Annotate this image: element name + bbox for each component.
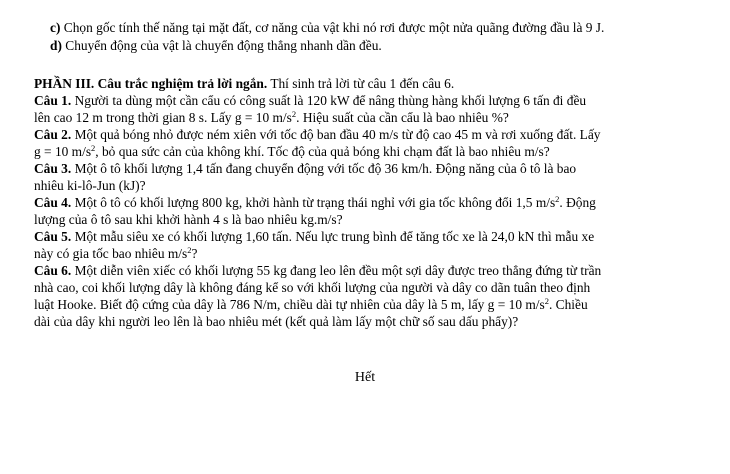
question-5-text-2a: này có gia tốc bao nhiêu m/s — [34, 246, 188, 261]
option-d — [50, 38, 382, 54]
question-3-text: Một ô tô khối lượng 1,4 tấn đang chuyển động với tốc độ 36 km/h. Động năng của ô tô là bao — [74, 161, 577, 176]
question-2-line-2 — [34, 144, 550, 160]
question-1-text-2a: lên cao 12 m trong thời gian 8 s. Lấy g = 10 m/s — [34, 110, 292, 125]
question-2-text-2b: , bỏ qua sức cản của không khí. Tốc độ của quả bóng khi chạm đất là bao nhiêu m/s? — [95, 144, 550, 159]
question-5-line-1 — [34, 229, 594, 245]
question-2-line-1 — [34, 127, 601, 143]
question-4-text-2: lượng của ô tô sau khi khởi hành 4 s là bao nhiêu kg.m/s? — [34, 212, 343, 227]
question-6-line-3 — [34, 297, 588, 313]
question-6-line-2 — [34, 280, 590, 296]
question-2-superscript: 2 — [91, 143, 96, 153]
end-marker: Hết — [354, 370, 376, 385]
question-3-line-1 — [34, 161, 576, 177]
section-heading — [34, 76, 454, 92]
question-3-text-2: nhiêu ki-lô-Jun (kJ)? — [34, 178, 146, 193]
section-instruction: Thí sinh trả lời từ câu 1 đến câu 6. — [270, 76, 455, 91]
question-6-line-1 — [34, 263, 601, 279]
question-2-text: Một quả bóng nhỏ được ném xiên với tốc độ ban đầu 40 m/s từ độ cao 45 m và rơi xuống đất. Lấy — [74, 127, 601, 142]
question-4-text-1b: . Động — [559, 195, 596, 210]
question-2-text-2a: g = 10 m/s — [34, 144, 92, 159]
question-4-label: Câu 4. — [34, 195, 72, 210]
question-5-label: Câu 5. — [34, 229, 72, 244]
question-6-line-4 — [34, 314, 518, 330]
question-3-label: Câu 3. — [34, 161, 72, 176]
question-1-line-1 — [34, 93, 586, 109]
question-6-label: Câu 6. — [34, 263, 72, 278]
option-d-text: Chuyển động của vật là chuyển động thẳng nhanh dần đều. — [65, 38, 382, 53]
question-1-text: Người ta dùng một cần cẩu có công suất là 120 kW để nâng thùng hàng khối lượng 6 tấn đi đều — [74, 93, 587, 108]
question-1-label: Câu 1. — [34, 93, 72, 108]
option-c-label: c) — [50, 20, 61, 35]
question-4-text-1a: Một ô tô có khối lượng 800 kg, khởi hành từ trạng thái nghỉ với gia tốc không đổi 1,5 m/s — [74, 195, 556, 210]
option-c-text: Chọn gốc tính thế năng tại mặt đất, cơ năng của vật khi nó rơi được một nửa quãng đường đầu là 9 J. — [63, 20, 605, 35]
question-6-text-3b: . Chiều — [548, 297, 588, 312]
question-4-line-2 — [34, 212, 343, 228]
question-2-label: Câu 2. — [34, 127, 72, 142]
option-d-label: d) — [50, 38, 62, 53]
question-6-text-2: nhà cao, coi khối lượng dây là không đáng kể so với khối lượng của người và dây co dãn tuân theo định — [34, 280, 591, 295]
question-4-superscript: 2 — [555, 194, 560, 204]
question-5-text-2b: ? — [191, 246, 198, 261]
question-6-superscript: 2 — [544, 296, 549, 306]
question-1-line-2 — [34, 110, 509, 126]
question-5-line-2 — [34, 246, 197, 262]
question-5-superscript: 2 — [187, 245, 192, 255]
question-6-text-3a: luật Hooke. Biết độ cứng của dây là 786 N/m, chiều dài tự nhiên của dây là 5 m, lấy g = 10 m/s — [34, 297, 545, 312]
question-6-text-4: dài của dây khi người leo lên là bao nhiêu mét (kết quả làm lấy một chữ số sau dấu phẩy)? — [34, 314, 519, 329]
question-3-line-2 — [34, 178, 146, 194]
question-1-superscript: 2 — [291, 109, 297, 119]
option-c — [50, 20, 604, 36]
section-title: PHẦN III. Câu trắc nghiệm trả lời ngắn. — [34, 76, 268, 91]
question-5-text: Một mẫu siêu xe có khối lượng 1,60 tấn. Nếu lực trung bình để tăng tốc xe là 24,0 kN thì mẫu xe — [74, 229, 595, 244]
question-6-text: Một diễn viên xiếc có khối lượng 55 kg đang leo lên đều một sợi dây được treo thẳng đứng từ trần — [74, 263, 602, 278]
question-1-text-2b: . Hiệu suất của cần cẩu là bao nhiêu %? — [296, 110, 509, 125]
question-4-line-1 — [34, 195, 596, 211]
